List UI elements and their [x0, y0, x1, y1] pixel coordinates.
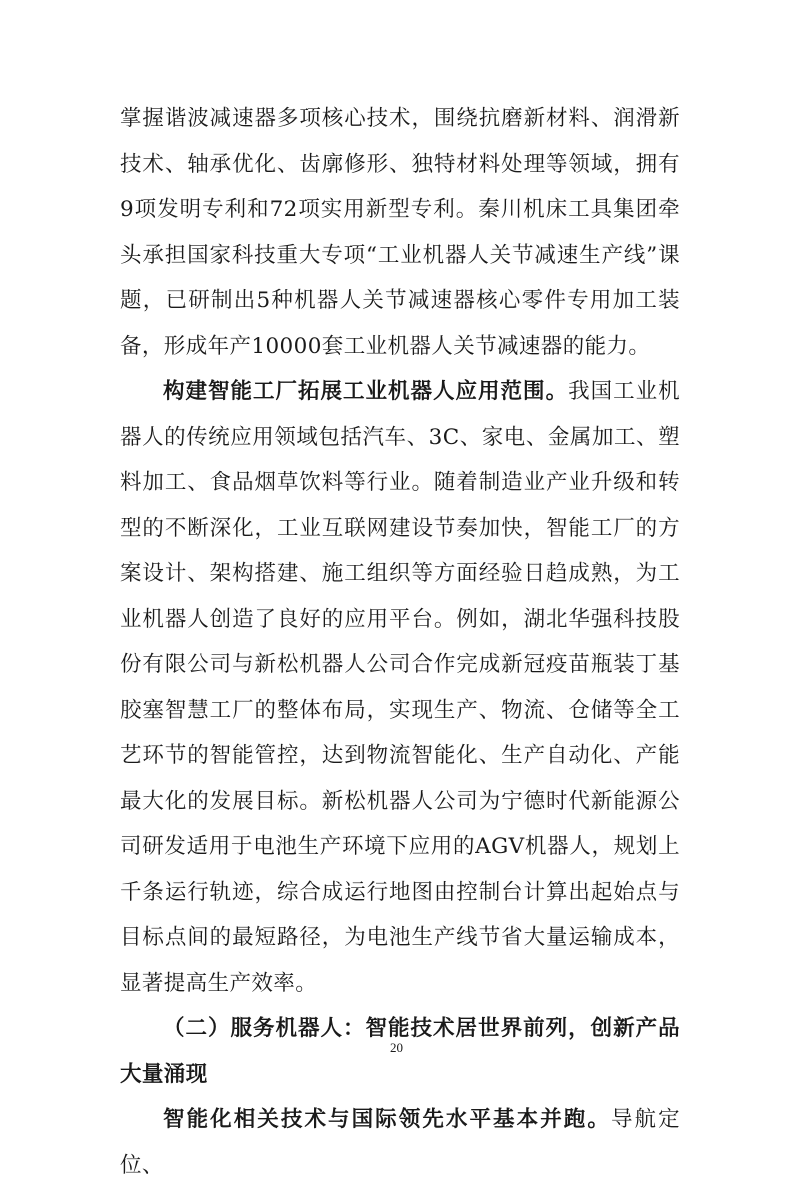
paragraph-smart-factory: [120, 369, 680, 1006]
paragraph-text: 掌握谐波减速器多项核心技术，围绕抗磨新材料、润滑新技术、轴承优化、齿廓修形、独特材料处理等领域，拥有9项发明专利和72项实用新型专利。秦川机床工具集团牵头承担国家科技重大专项“工业机器人关节减速生产线”课题，已研制出5种机器人关节减速器核心零件专用加工装备，形成年产10000套工业机器人关节减速器的能力。: [120, 106, 680, 359]
document-body: [120, 96, 680, 1188]
paragraph-text: 导航定位、: [120, 1107, 681, 1178]
paragraph-reducer-technology: [120, 96, 680, 369]
paragraph-text: 我国工业机器人的传统应用领域包括汽车、3C、家电、金属加工、塑料加工、食品烟草饮料等行业。随着制造业产业升级和转型的不断深化，工业互联网建设节奏加快，智能工厂的方案设计、架构搭建、施工组织等方面经验日趋成熟，为工业机器人创造了良好的应用平台。例如，湖北华强科技股份有限公司与新松机器人公司合作完成新冠疫苗瓶装丁基胶塞智慧工厂的整体布局，实现生产、物流、仓储等全工艺环节的智能管控，达到物流智能化、生产自动化、产能最大化的发展目标。新松机器人公司为宁德时代新能源公司研发适用于电池生产环境下应用的AGV机器人，规划上千条运行轨迹，综合成运行地图由控制台计算出起始点与目标点间的最短路径，为电池生产线节省大量运输成本，显著提高生产效率。: [120, 379, 680, 996]
paragraph-intelligence: [120, 1097, 680, 1188]
section-heading-service-robots: （二）服务机器人：智能技术居世界前列，创新产品大量涌现: [120, 1016, 680, 1087]
paragraph-lead: 智能化相关技术与国际领先水平基本并跑。: [163, 1107, 611, 1132]
page-number: 20: [390, 1040, 403, 1055]
paragraph-lead: 构建智能工厂拓展工业机器人应用范围。: [163, 379, 569, 404]
